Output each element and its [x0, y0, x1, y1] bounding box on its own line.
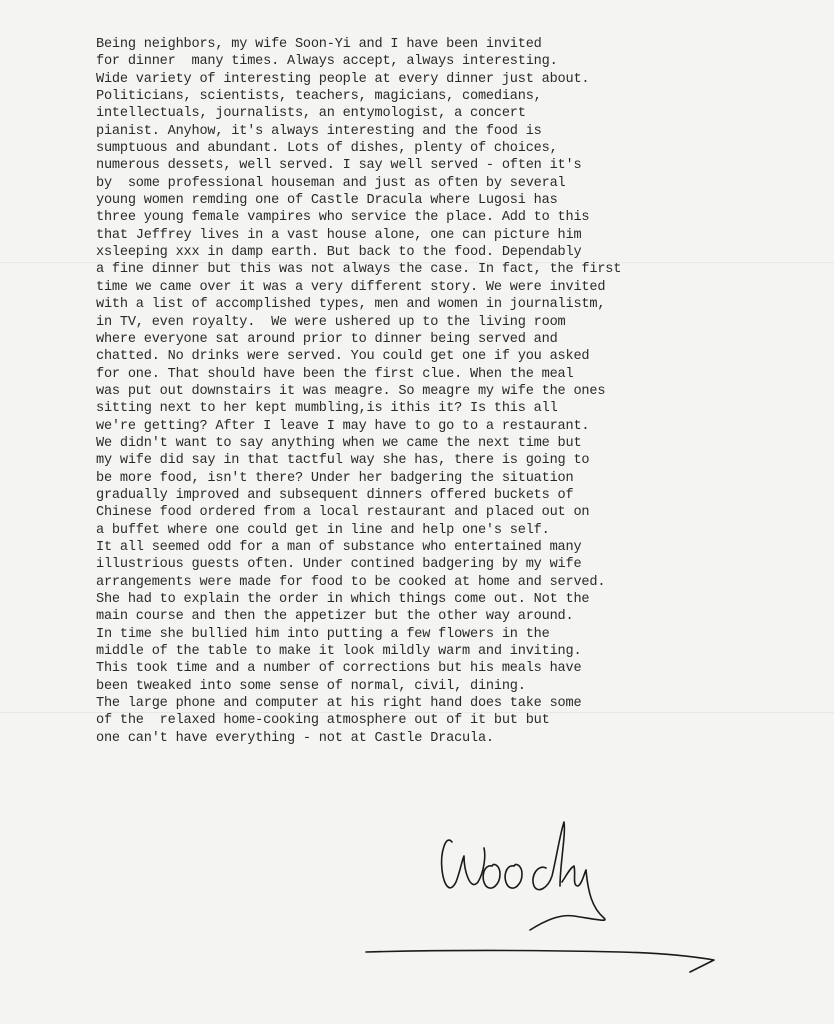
- letter-line: a fine dinner but this was not always the case. In fact, the first: [96, 262, 622, 278]
- letter-line: of the relaxed home-cooking atmosphere out of it but but: [96, 713, 550, 729]
- letter-line: sumptuous and abundant. Lots of dishes, plenty of choices,: [96, 141, 558, 157]
- letter-line: time we came over it was a very different story. We were invited: [96, 279, 606, 295]
- letter-line: Chinese food ordered from a local restaurant and placed out on: [96, 505, 590, 521]
- letter-line: illustrious guests often. Under contined badgering by my wife: [96, 557, 582, 573]
- letter-line: three young female vampires who service the place. Add to this: [96, 210, 590, 226]
- letter-line: be more food, isn't there? Under her badgering the situation: [96, 470, 574, 486]
- letter-line: xsleeping xxx in damp earth. But back to the food. Dependably: [96, 245, 582, 261]
- letter-line: This took time and a number of corrections but his meals have: [96, 661, 582, 677]
- letter-line: pianist. Anyhow, it's always interesting and the food is: [96, 123, 542, 139]
- handwritten-signature: [360, 812, 720, 982]
- letter-line: main course and then the appetizer but the other way around.: [96, 609, 574, 625]
- letter-line: It all seemed odd for a man of substance who entertained many: [96, 539, 582, 555]
- letter-line: with a list of accomplished types, men and women in journalistm,: [96, 297, 606, 313]
- letter-line: sitting next to her kept mumbling,is ithis it? Is this all: [96, 401, 558, 417]
- letter-line: in TV, even royalty. We were ushered up to the living room: [96, 314, 566, 330]
- letter-line: been tweaked into some sense of normal, civil, dining.: [96, 678, 526, 694]
- letter-line: was put out downstairs it was meagre. So meagre my wife the ones: [96, 383, 606, 399]
- letter-line: one can't have everything - not at Castle Dracula.: [96, 730, 494, 746]
- letter-line: We didn't want to say anything when we came the next time but: [96, 435, 582, 451]
- letter-line: gradually improved and subsequent dinners offered buckets of: [96, 487, 574, 503]
- letter-line: In time she bullied him into putting a few flowers in the: [96, 626, 550, 642]
- letter-line: chatted. No drinks were served. You could get one if you asked: [96, 349, 590, 365]
- letter-line: where everyone sat around prior to dinner being served and: [96, 331, 558, 347]
- letter-line: middle of the table to make it look mildly warm and inviting.: [96, 644, 582, 660]
- letter-line: Politicians, scientists, teachers, magicians, comedians,: [96, 89, 542, 105]
- letter-line: arrangements were made for food to be cooked at home and served.: [96, 574, 606, 590]
- letter-line: The large phone and computer at his right hand does take some: [96, 696, 582, 712]
- letter-line: Wide variety of interesting people at every dinner just about.: [96, 71, 590, 87]
- letter-line: intellectuals, journalists, an entymologist, a concert: [96, 106, 526, 122]
- letter-line: we're getting? After I leave I may have to go to a restaurant.: [96, 418, 590, 434]
- letter-line: numerous dessets, well served. I say well served - often it's: [96, 158, 582, 174]
- letter-line: young women remding one of Castle Dracula where Lugosi has: [96, 193, 558, 209]
- typed-letter-body: [96, 36, 796, 747]
- letter-line: She had to explain the order in which things come out. Not the: [96, 592, 590, 607]
- letter-line: my wife did say in that tactful way she has, there is going to: [96, 453, 590, 469]
- letter-line: by some professional houseman and just as often by several: [96, 175, 566, 191]
- letter-line: for one. That should have been the first clue. When the meal: [96, 366, 574, 382]
- letter-line: a buffet where one could get in line and help one's self.: [96, 522, 550, 538]
- letter-line: that Jeffrey lives in a vast house alone, one can picture him: [96, 227, 582, 243]
- letter-line: Being neighbors, my wife Soon-Yi and I have been invited: [96, 37, 542, 52]
- letter-line: for dinner many times. Always accept, always interesting.: [96, 54, 558, 70]
